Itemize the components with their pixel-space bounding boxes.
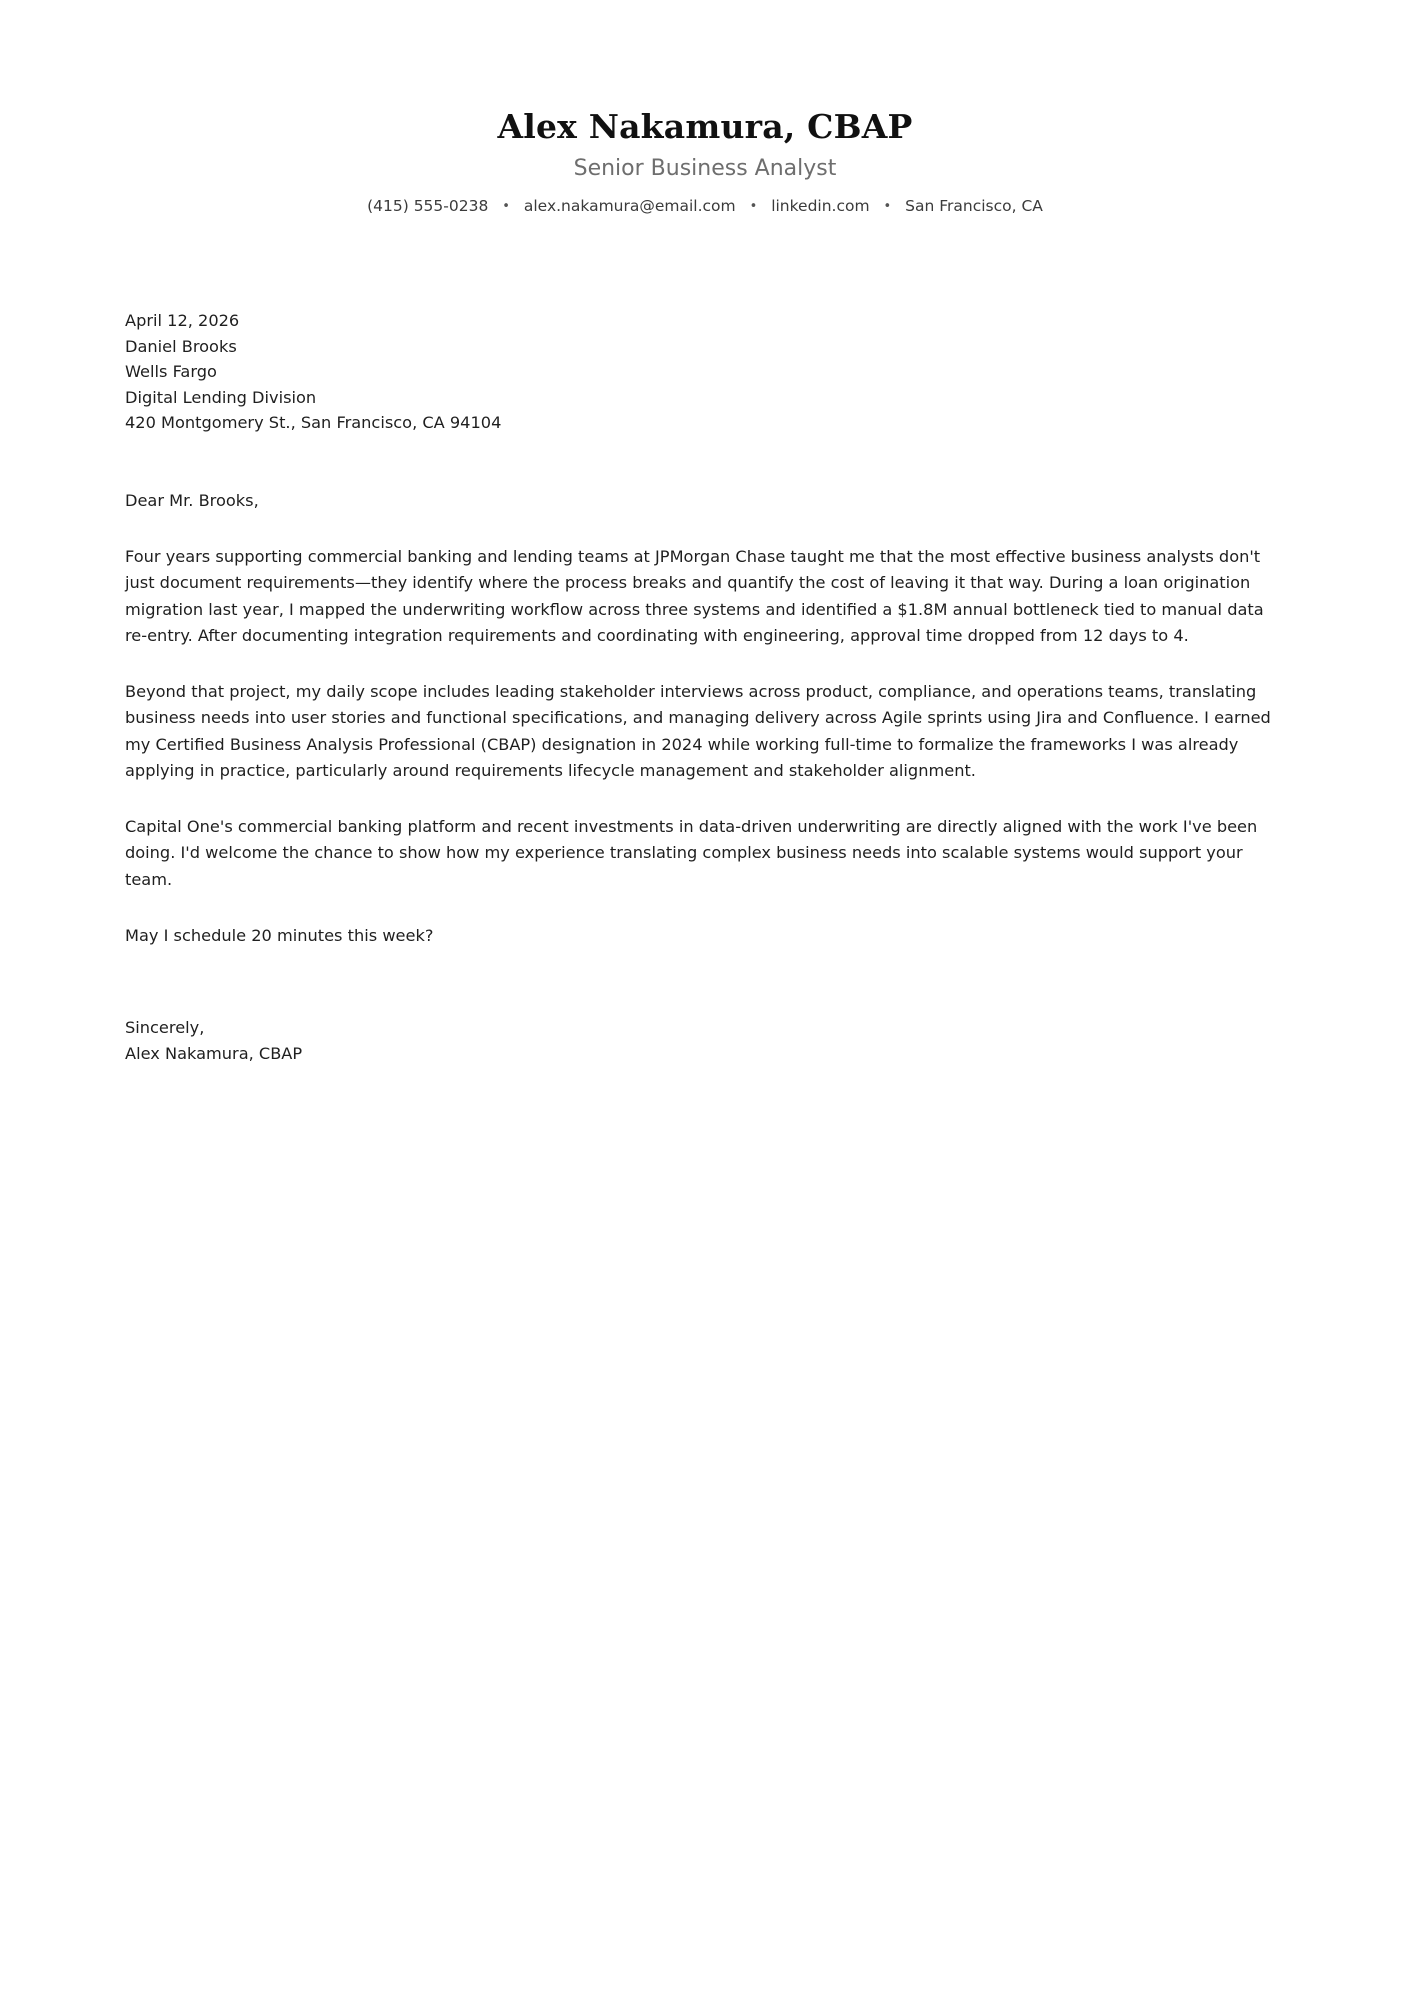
closing-phrase: Sincerely, xyxy=(125,1018,205,1038)
letter-paragraph-1: Four years supporting commercial banking and lending teams at JPMorgan Chase taught me that the most effective business analysts don't just document requirements—they identify where the process breaks and quantify the cost of leaving it that way. During a loan origination migration last year, I mapped the underwriting workflow across three systems and identified a $1.8M annual bottleneck tied to manual data re-entry. After documenting integration requirements and coordinating with engineering, approval time dropped from 12 days to 4. xyxy=(125,547,1264,645)
applicant-name: Alex Nakamura, CBAP xyxy=(497,107,913,146)
contact-line xyxy=(125,196,1285,218)
letter-header xyxy=(125,108,1285,218)
salutation: Dear Mr. Brooks, xyxy=(125,490,259,510)
letter-body xyxy=(125,308,1285,1066)
contact-phone: (415) 555-0238 xyxy=(367,197,489,216)
contact-linkedin: linkedin.com xyxy=(771,197,870,216)
letter-paragraph-3: Capital One's commercial banking platform and recent investments in data-driven underwriting are directly aligned with the work I've been doing. I'd welcome the chance to show how my experience translating complex business needs into scalable systems would support your team. xyxy=(125,817,1258,889)
signature-name: Alex Nakamura, CBAP xyxy=(125,1043,303,1063)
contact-separator-icon: • xyxy=(749,199,758,215)
letter-paragraph-2: Beyond that project, my daily scope includes leading stakeholder interviews across product, compliance, and operations teams, translating business needs into user stories and functional specifications, and managing delivery across Agile sprints using Jira and Confluence. I earned my Certified Business Analysis Professional (CBAP) designation in 2024 while working full-time to formalize the frameworks I was already applying in practice, particularly around requirements lifecycle management and stakeholder alignment. xyxy=(125,682,1271,780)
letter-paragraph-4: May I schedule 20 minutes this week? xyxy=(125,925,434,945)
letter-date: April 12, 2026 xyxy=(125,311,240,331)
contact-location: San Francisco, CA xyxy=(905,197,1043,216)
page-bottom-whitespace xyxy=(125,1066,1285,1686)
contact-separator-icon: • xyxy=(883,199,892,215)
recipient-address: 420 Montgomery St., San Francisco, CA 94104 xyxy=(125,413,502,433)
recipient-company: Wells Fargo xyxy=(125,362,217,382)
applicant-title: Senior Business Analyst xyxy=(573,155,837,181)
contact-email: alex.nakamura@email.com xyxy=(523,197,736,216)
recipient-department: Digital Lending Division xyxy=(125,387,317,407)
contact-separator-icon: • xyxy=(502,199,510,215)
closing-block xyxy=(125,1015,1285,1066)
recipient-name: Daniel Brooks xyxy=(125,336,237,356)
recipient-block xyxy=(125,308,1285,436)
